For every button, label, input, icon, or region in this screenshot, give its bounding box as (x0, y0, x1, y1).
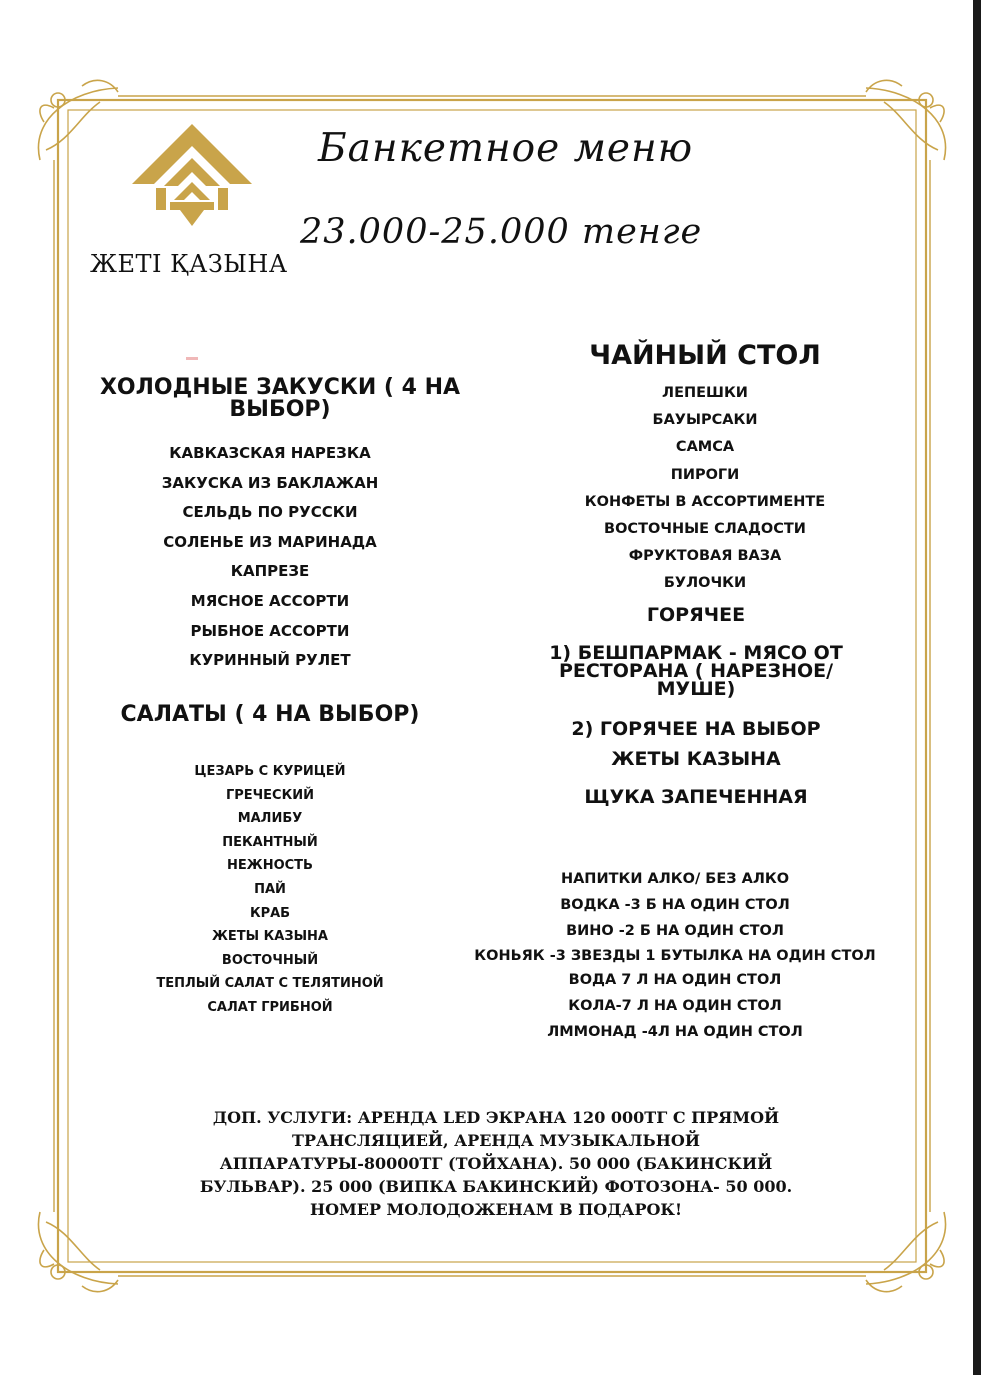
list-item: ПЕКАНТНЫЙ (222, 834, 318, 850)
drinks-list (460, 866, 890, 1045)
list-item: САЛАТ ГРИБНОЙ (207, 999, 333, 1015)
list-item: ЖЕТЫ КАЗЫНА (212, 929, 328, 945)
list-item: КОЛА-7 Л НА ОДИН СТОЛ (568, 998, 782, 1014)
tea-table-section (490, 342, 920, 598)
tea-table-list (490, 380, 920, 598)
corner-ornament-top-left-icon (38, 80, 118, 160)
list-item: БАУЫРСАКИ (652, 412, 758, 429)
price-range: 23.000-25.000 тенге (300, 212, 703, 252)
list-item: НЕЖНОСТЬ (227, 858, 313, 874)
page-title: Банкетное меню (318, 126, 694, 171)
list-item: СОЛЕНЬЕ ИЗ МАРИНАДА (163, 532, 377, 551)
list-item: ВОДКА -3 Б НА ОДИН СТОЛ (560, 897, 790, 913)
list-item: ЖЕТЫ КАЗЫНА (611, 748, 781, 770)
list-item: КАВКАЗСКАЯ НАРЕЗКА (169, 444, 371, 462)
list-item: НАПИТКИ АЛКО/ БЕЗ АЛКО (560, 871, 790, 887)
list-item: ВИНО -2 Б НА ОДИН СТОЛ (566, 923, 784, 939)
hot-options-list (481, 740, 911, 816)
list-item: СЕЛЬДЬ ПО РУССКИ (182, 503, 358, 522)
list-item: ВОДА 7 Л НА ОДИН СТОЛ (568, 972, 782, 988)
list-item: ФРУКТОВАЯ ВАЗА (628, 548, 782, 565)
salads-section (80, 704, 460, 1020)
brand-name: ЖЕТІ ҚАЗЫНА (90, 250, 288, 278)
list-item: БУЛОЧКИ (663, 575, 747, 592)
tea-table-heading: ЧАЙНЫЙ СТОЛ (589, 340, 821, 371)
salads-heading: САЛАТЫ ( 4 НА ВЫБОР) (120, 702, 420, 727)
list-item: ВОСТОЧНЫЕ СЛАДОСТИ (604, 521, 806, 538)
list-item: ЦЕЗАРЬ С КУРИЦЕЙ (194, 764, 346, 779)
list-item: КОНФЕТЫ В АССОРТИМЕНТЕ (584, 493, 826, 510)
list-item: РЫБНОЕ АССОРТИ (190, 621, 350, 640)
corner-ornament-top-right-icon (866, 80, 946, 160)
drinks-section (460, 866, 890, 1045)
list-item: ЩУКА ЗАПЕЧЕННАЯ (584, 786, 808, 808)
cold-snacks-list (80, 439, 460, 676)
hot-section (481, 604, 911, 816)
decorative-dash (186, 357, 198, 360)
list-item: САМСА (675, 439, 735, 456)
list-item: ЛММОНАД -4Л НА ОДИН СТОЛ (547, 1024, 803, 1040)
corner-ornament-bottom-left-icon (38, 1212, 118, 1292)
list-item: КРАБ (249, 905, 291, 921)
salads-list (80, 760, 460, 1020)
list-item: МЯСНОЕ АССОРТИ (190, 591, 350, 610)
additional-services-note: ДОП. УСЛУГИ: АРЕНДА LED ЭКРАНА 120 000ТГ С ПРЯМОЙ ТРАНСЛЯЦИЕЙ, АРЕНДА МУЗЫКАЛЬНОЙ АППАРАТУРЫ-80000ТГ (ТОЙХАНА). 50 000 (БАКИНСКИЙ БУЛЬВАР). 25 000 (ВИПКА БАКИНСКИЙ) ФОТОЗОНА- 50 000. НОМЕР МОЛОДОЖЕНАМ В ПОДАРОК! (199, 1108, 793, 1219)
hot-item-choice: 2) ГОРЯЧЕЕ НА ВЫБОР (571, 718, 821, 740)
list-item: ВОСТОЧНЫЙ (221, 952, 319, 968)
corner-ornament-bottom-right-icon (866, 1212, 946, 1292)
list-item: КАПРЕЗЕ (230, 562, 310, 581)
hot-heading: ГОРЯЧЕЕ (646, 604, 746, 626)
list-item: ПИРОГИ (670, 466, 740, 483)
list-item: ТЕПЛЫЙ САЛАТ С ТЕЛЯТИНОЙ (156, 976, 384, 992)
cold-snacks-heading: ХОЛОДНЫЕ ЗАКУСКИ ( 4 НА ВЫБОР) (99, 375, 461, 422)
list-item: ПАЙ (254, 881, 286, 897)
hot-item-beshparmak: 1) БЕШПАРМАК - МЯСО ОТ РЕСТОРАНА ( НАРЕЗНОЕ/ МУШЕ) (549, 642, 843, 700)
list-item: КУРИННЫЙ РУЛЕТ (189, 651, 351, 670)
list-item: МАЛИБУ (237, 811, 303, 827)
brand-logo-icon (130, 122, 254, 246)
cold-snacks-section (80, 377, 460, 676)
list-item: ЗАКУСКА ИЗ БАКЛАЖАН (161, 473, 379, 492)
list-item: ГРЕЧЕСКИЙ (225, 787, 314, 803)
list-item: ЛЕПЕШКИ (662, 385, 748, 401)
list-item: КОНЬЯК -3 ЗВЕЗДЫ 1 БУТЫЛКА НА ОДИН СТОЛ (474, 948, 876, 964)
